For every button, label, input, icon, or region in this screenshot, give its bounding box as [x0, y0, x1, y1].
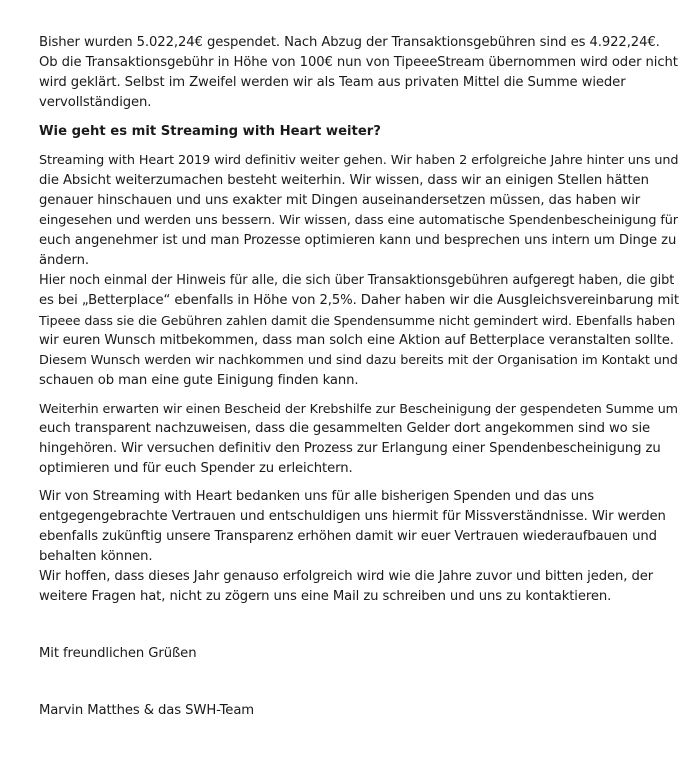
- paragraph-krebshilfe: [39, 399, 679, 479]
- text-line: eingesehen und werden uns bessern. Wir wissen, dass eine automatische Spendenbescheinigung für: [39, 213, 678, 228]
- text-line: behalten können.: [39, 549, 153, 564]
- text-line: vervollständigen.: [39, 95, 152, 110]
- text-line: ebenfalls zukünftig unsere Transparenz erhöhen damit wir euer Vertrauen wiederaufbauen und: [39, 529, 657, 544]
- text-line: Weiterhin erwarten wir einen Bescheid der Krebshilfe zur Bescheinigung der gespendeten Summe um: [39, 401, 678, 416]
- paragraph-future: [39, 151, 679, 391]
- section-heading: Wie geht es mit Streaming with Heart weiter?: [39, 124, 381, 139]
- text-line: es bei „Betterplace“ ebenfalls in Höhe von 2,5%. Daher haben wir die Ausgleichsvereinbarung mit: [39, 293, 679, 308]
- text-line: Ob die Transaktionsgebühr in Höhe von 100€ nun von TipeeeStream übernommen wird oder nicht: [39, 55, 678, 70]
- text-line: wird geklärt. Selbst im Zweifel werden wir als Team aus privaten Mittel die Summe wieder: [39, 75, 626, 90]
- text-line: wir euren Wunsch mitbekommen, dass man solch eine Aktion auf Betterplace veranstalten sollte.: [39, 333, 674, 348]
- closing-greeting: Mit freundlichen Grüßen: [39, 646, 197, 661]
- text-line: schauen ob man eine gute Einigung finden kann.: [39, 373, 359, 388]
- text-line: Tipeee dass sie die Gebühren zahlen damit die Spendensumme nicht gemindert wird. Ebenfalls haben: [39, 313, 676, 328]
- text-line: die Absicht weiterzumachen besteht weiterhin. Wir wissen, dass wir an einigen Stellen hätten: [39, 173, 649, 188]
- text-line: Bisher wurden 5.022,24€ gespendet. Nach Abzug der Transaktionsgebühren sind es 4.922,24€.: [39, 35, 660, 50]
- text-line: hingehören. Wir versuchen definitiv den Prozess zur Erlangung einer Spendenbescheinigung zu: [39, 441, 661, 456]
- text-line: ändern.: [39, 253, 89, 268]
- text-line: optimieren und für euch Spender zu erleichtern.: [39, 461, 353, 476]
- text-line: weitere Fragen hat, nicht zu zögern uns eine Mail zu schreiben und uns zu kontaktieren.: [39, 589, 612, 604]
- text-line: genauer hinschauen und uns exakter mit Dingen auseinandersetzen müssen, das haben wir: [39, 193, 641, 208]
- paragraph-thanks: [39, 487, 679, 607]
- text-line: Streaming with Heart 2019 wird definitiv weiter gehen. Wir haben 2 erfolgreiche Jahre hinter uns und: [39, 153, 679, 168]
- text-line: entgegengebrachte Vertrauen und entschuldigen uns hiermit für Missverständnisse. Wir werden: [39, 509, 666, 524]
- signature: Marvin Matthes & das SWH-Team: [39, 703, 255, 718]
- document-page: [39, 33, 679, 721]
- text-line: euch angenehmer ist und man Prozesse optimieren kann und besprechen uns intern um Dinge zu: [39, 233, 677, 248]
- text-line: Wir hoffen, dass dieses Jahr genauso erfolgreich wird wie die Jahre zuvor und bitten jeden, der: [39, 569, 654, 584]
- text-line: euch transparent nachzuweisen, dass die gesammelten Gelder dort angekommen sind wo sie: [39, 421, 651, 436]
- text-line: Hier noch einmal der Hinweis für alle, die sich über Transaktionsgebühren aufgeregt haben, die gibt: [39, 273, 675, 288]
- text-line: Wir von Streaming with Heart bedanken uns für alle bisherigen Spenden und das uns: [39, 489, 595, 504]
- text-line: Diesem Wunsch werden wir nachkommen und sind dazu bereits mit der Organisation im Kontakt und: [39, 353, 678, 368]
- intro-paragraph: [39, 33, 679, 113]
